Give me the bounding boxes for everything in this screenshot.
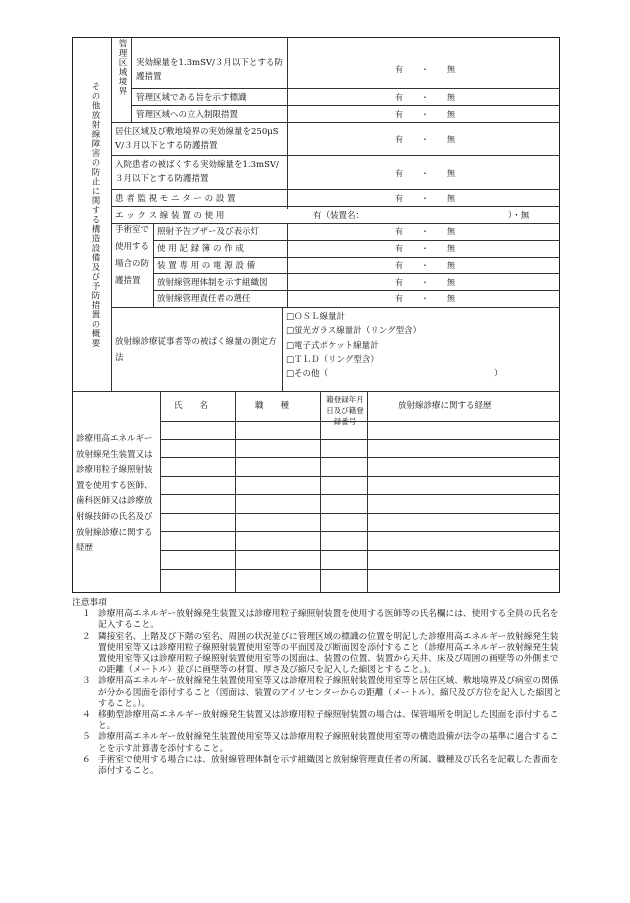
note-text: 診療用高エネルギー放射線発生装置使用室等又は診療用粒子線照射装置使用室等の構造設備が法令の基準に適合することを示す計算書を添付すること。 bbox=[98, 732, 559, 754]
note-number: ５ bbox=[82, 732, 91, 743]
staff-table-row bbox=[160, 421, 560, 422]
col-history: 放射線診療に関する経歴 bbox=[398, 401, 492, 411]
op-org-chart: 放射線管理体制を示す組織図 bbox=[157, 278, 268, 288]
col-title: 職 種 bbox=[255, 401, 290, 411]
staff-table-row bbox=[160, 569, 560, 570]
dosimeter-opt-osl: □ＯＳＬ線量計 bbox=[286, 312, 346, 322]
note-number: ２ bbox=[82, 631, 91, 642]
row-inpatient-dose: 入院患者の被ばくする実効線量を1.3mSV/３月以下とする防護措置 bbox=[115, 160, 279, 184]
staff-table-row bbox=[160, 494, 560, 495]
note-text: 隣接室名、上階及び下階の室名、周囲の状況並びに管理区域の標識の位置を明記した診療用高エネルギー放射線発生装置使用室等又は診療用粒子線照射装置使用室等の平面図及び断面図を添付すること（診療用高エネルギー放射線発生装置使用室等又は診療用粒子線照射装置使用室等の図面は、装置の位置、装置から天井、床及び周囲の画壁等の外側までの距離（メートル）並びに画壁等の材質、厚さ及び縮尺を記入した縮図とすること。)。 bbox=[98, 631, 559, 676]
yes-no-yes-9: 有 bbox=[395, 278, 403, 287]
op-record-book: 使 用 記 録 簿 の 作 成 bbox=[157, 244, 244, 254]
yes-no-yes-5: 有 bbox=[395, 194, 403, 203]
yes-no-dot-6: ・ bbox=[421, 227, 429, 236]
dosimeter-opt-tld: □ＴＬＤ（リング型含） bbox=[286, 355, 379, 365]
notes bbox=[72, 598, 562, 777]
staff-table-row bbox=[160, 550, 560, 551]
note-text: 診療用高エネルギー放射線発生装置又は診療用粒子線照射装置を使用する医師等の氏名欄には、使用する全員の氏名を記入すること。 bbox=[98, 609, 559, 631]
dosimeter-opt-other: □その他（ bbox=[286, 369, 329, 379]
row-xray: エ ッ ク ス 線 装 置 の 使 用 bbox=[115, 211, 225, 221]
yes-no-dot-9: ・ bbox=[421, 278, 429, 287]
staff-table-row bbox=[160, 513, 560, 514]
dosimeter-other-close: ） bbox=[494, 369, 503, 379]
yes-no-yes-6: 有 bbox=[395, 227, 403, 236]
note-item bbox=[72, 755, 562, 777]
note-text: 手術室で使用する場合には、放射線管理体制を示す組織図と放射線管理責任者の所属、職種及び氏名を記載した書面を添付すること。 bbox=[98, 754, 559, 777]
xray-device-value: 有（装置名： bbox=[313, 211, 365, 221]
xray-device-suffix: ）・無 bbox=[508, 211, 530, 221]
note-item bbox=[72, 710, 562, 732]
yes-no-no-2: 無 bbox=[447, 110, 455, 119]
yes-no-no-6: 無 bbox=[447, 227, 455, 236]
col-name: 氏 名 bbox=[174, 401, 209, 411]
op-group-label: 手術室で使用する場合の防護措置 bbox=[115, 225, 150, 286]
dosimeter-label: 放射線診療従事者等の被ばく線量の測定方法 bbox=[115, 337, 277, 363]
yes-no-dot-10: ・ bbox=[421, 294, 429, 303]
section-title: その他放射線障害の防止に関する構造設備及び予防措置の概要 bbox=[90, 82, 100, 348]
note-number: ４ bbox=[82, 710, 91, 721]
note-number: １ bbox=[82, 609, 91, 620]
dosimeter-opt-glass: □蛍光ガラス線量計（リング型含） bbox=[286, 326, 422, 336]
yes-no-yes-1: 有 bbox=[395, 93, 403, 102]
note-item bbox=[72, 676, 562, 710]
yes-no-dot-5: ・ bbox=[421, 194, 429, 203]
yes-no-yes-3: 有 bbox=[395, 135, 403, 144]
yes-no-yes-7: 有 bbox=[395, 244, 403, 253]
yes-no-no-10: 無 bbox=[447, 294, 455, 303]
note-text: 移動型診療用高エネルギー放射線発生装置又は診療用粒子線照射装置の場合は、保管場所を明記した図面を添付すること。 bbox=[98, 710, 559, 732]
yes-no-yes-10: 有 bbox=[395, 294, 403, 303]
col-registration: 籍登録年月日及び籍登録番号 bbox=[326, 395, 364, 426]
yes-no-no-0: 無 bbox=[447, 65, 455, 74]
row-monitor: 患 者 監 視 モ ニ タ ー の 設 置 bbox=[115, 194, 236, 204]
op-buzzer: 照射予告ブザー及び表示灯 bbox=[157, 227, 260, 237]
staff-table-row bbox=[160, 476, 560, 477]
row-residential-dose: 居住区域及び敷地境界の実効線量を250μSV/３月以下とする防護措置 bbox=[115, 127, 279, 151]
staff-table-row bbox=[160, 457, 560, 458]
yes-no-dot-2: ・ bbox=[421, 110, 429, 119]
yes-no-no-7: 無 bbox=[447, 244, 455, 253]
note-item bbox=[72, 732, 562, 754]
yes-no-no-9: 無 bbox=[447, 278, 455, 287]
kanri-group-label: 管理区域境界 bbox=[117, 39, 127, 96]
yes-no-dot-3: ・ bbox=[421, 135, 429, 144]
yes-no-yes-8: 有 bbox=[395, 261, 403, 270]
yes-no-dot-1: ・ bbox=[421, 93, 429, 102]
op-manager: 放射線管理責任者の選任 bbox=[157, 294, 251, 304]
staff-table-row bbox=[160, 531, 560, 532]
row-dose-protection: 実効線量を1.3mSV/３月以下とする防護措置 bbox=[136, 58, 283, 82]
dosimeter-opt-pocket: □電子式ポケット線量計 bbox=[286, 341, 379, 351]
staff-table-row bbox=[160, 439, 560, 440]
yes-no-yes-4: 有 bbox=[395, 169, 403, 178]
row-kanri-sign: 管理区域である旨を示す標識 bbox=[136, 93, 247, 103]
note-item bbox=[72, 632, 562, 677]
op-power: 装 置 専 用 の 電 源 設 備 bbox=[157, 261, 256, 271]
yes-no-dot-8: ・ bbox=[421, 261, 429, 270]
row-entry-limit: 管理区域への立入制限措置 bbox=[136, 110, 239, 120]
yes-no-no-3: 無 bbox=[447, 135, 455, 144]
yes-no-no-8: 無 bbox=[447, 261, 455, 270]
yes-no-no-1: 無 bbox=[447, 93, 455, 102]
yes-no-no-5: 無 bbox=[447, 194, 455, 203]
staff-label: 診療用高エネルギー放射線発生装置又は診療用粒子線照射装置を使用する医師、歯科医師又は診療放射線技師の氏名及び放射線診療に関する経歴 bbox=[76, 434, 153, 554]
note-text: 診療用高エネルギー放射線発生装置使用室等又は診療用粒子線照射装置使用室等と居住区域、敷地境界及び病室の関係が分かる図面を添付すること（図面は、装置のアイソセンターからの距離（メートル）、縮尺及び方位を記入した縮図とすること。）。 bbox=[98, 676, 562, 709]
yes-no-yes-0: 有 bbox=[395, 65, 403, 74]
note-number: ３ bbox=[82, 676, 91, 687]
yes-no-dot-7: ・ bbox=[421, 244, 429, 253]
note-item bbox=[72, 609, 562, 631]
note-number: ６ bbox=[82, 754, 91, 765]
yes-no-dot-0: ・ bbox=[421, 65, 429, 74]
yes-no-yes-2: 有 bbox=[395, 110, 403, 119]
yes-no-dot-4: ・ bbox=[421, 169, 429, 178]
yes-no-no-4: 無 bbox=[447, 169, 455, 178]
notes-heading: 注意事項 bbox=[72, 598, 107, 608]
